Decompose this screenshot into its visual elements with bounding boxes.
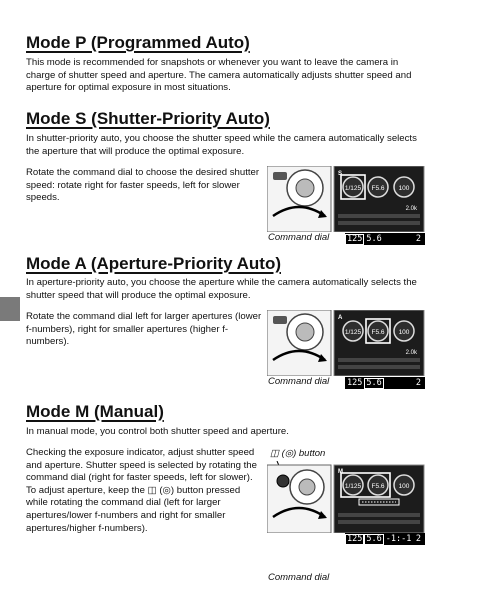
screen-shots-remaining: 2.0k (405, 206, 417, 212)
strip-right-value: 2 (415, 378, 421, 388)
heading-mode-s: Mode S (Shutter-Priority Auto) (26, 109, 270, 128)
screen-iso-value: 100 (398, 185, 410, 192)
camera-button-icon (273, 172, 287, 180)
screen-info-row-2 (338, 365, 420, 369)
strip-aperture: 5.6 (366, 234, 382, 244)
screen-iso-value: 100 (398, 483, 410, 490)
mode-s-viewfinder-strip (345, 233, 425, 245)
screen-iso-value: 100 (398, 329, 410, 336)
mode-m-description: In manual mode, you control both shutter speed and aperture. (26, 426, 289, 437)
mode-s-camera-figure (267, 166, 425, 232)
screen-shots-remaining: 2.0k (405, 350, 417, 356)
strip-exposure-indicator: -1:-1 (385, 534, 412, 544)
screen-mode-letter: A (338, 315, 343, 321)
mode-m-caption: Command dial (268, 572, 330, 583)
mode-a-viewfinder-strip (345, 377, 425, 389)
screen-info-row-2 (338, 221, 420, 225)
mode-s-description: In shutter-priority auto, you choose the shutter speed while the camera automatically selects the aperture that will produce the optimal exposure. (26, 133, 417, 157)
screen-aperture-value: F5.6 (371, 185, 385, 192)
mode-a-description: In aperture-priority auto, you choose the aperture while the camera automatically selects the shutter speed that will produce the optimal exposure. (26, 277, 417, 301)
strip-right-value: 2 (415, 534, 421, 544)
screen-mode-letter: S (338, 171, 343, 177)
heading-mode-m: Mode M (Manual) (26, 402, 164, 421)
mode-a-instruction: Rotate the command dial left for larger apertures (lower f-numbers), right for smaller apertures (higher f-numbers). (26, 311, 262, 348)
screen-aperture-value: F5.6 (371, 483, 385, 490)
strip-aperture: 5.6 (366, 534, 382, 544)
mode-s-instruction: Rotate the command dial to choose the desired shutter speed: rotate right for faster speeds, left for slower speeds. (26, 167, 260, 204)
heading-mode-a: Mode A (Aperture-Priority Auto) (26, 254, 281, 273)
strip-shutter: 125 (347, 534, 363, 544)
mode-a-caption: Command dial (268, 376, 330, 387)
screen-shutter-value: 1/125 (344, 329, 362, 336)
mode-dial-center (299, 479, 315, 495)
mode-p-description: This mode is recommended for snapshots or whenever you want to leave the camera in charge of shutter speed and aperture. The camera automatically adjusts shutter speed and aperture for optimal exposure in most situations. (26, 57, 412, 94)
mode-s-caption: Command dial (268, 232, 330, 243)
mode-a-camera-figure (267, 310, 425, 376)
exposure-comp-button-label: ◫ (◎) button (270, 448, 326, 459)
camera-button-icon (273, 316, 287, 324)
screen-mode-letter: M (338, 469, 343, 475)
mode-m-viewfinder-strip (345, 533, 425, 545)
screen-info-row-2 (338, 520, 420, 524)
heading-mode-p: Mode P (Programmed Auto) (26, 33, 250, 52)
mode-m-instruction: Checking the exposure indicator, adjust shutter speed and aperture. Shutter speed is selected by rotating the command dial (right for faster speeds, left for slower). To adjust aperture, keep the ◫ (◎) button pressed while rotating the command dial (left for larger apertures/lower f-numbers and right for smaller apertures/higher f-numbers). (26, 447, 257, 534)
screen-shutter-value: 1/125 (344, 483, 362, 490)
strip-shutter: 125 (347, 234, 363, 244)
strip-right-value: 2 (415, 234, 421, 244)
mode-dial-center (296, 323, 314, 341)
screen-aperture-value: F5.6 (371, 329, 385, 336)
screen-info-row-1 (338, 358, 420, 362)
screen-info-row-1 (338, 513, 420, 517)
mode-dial-center (296, 179, 314, 197)
screen-info-row-1 (338, 214, 420, 218)
mode-m-camera-figure (267, 461, 425, 533)
screen-shutter-value: 1/125 (344, 185, 362, 192)
section-tab-marker (0, 297, 20, 321)
strip-aperture: 5.6 (366, 378, 382, 388)
exposure-comp-button-icon (277, 475, 289, 487)
strip-shutter: 125 (347, 378, 363, 388)
